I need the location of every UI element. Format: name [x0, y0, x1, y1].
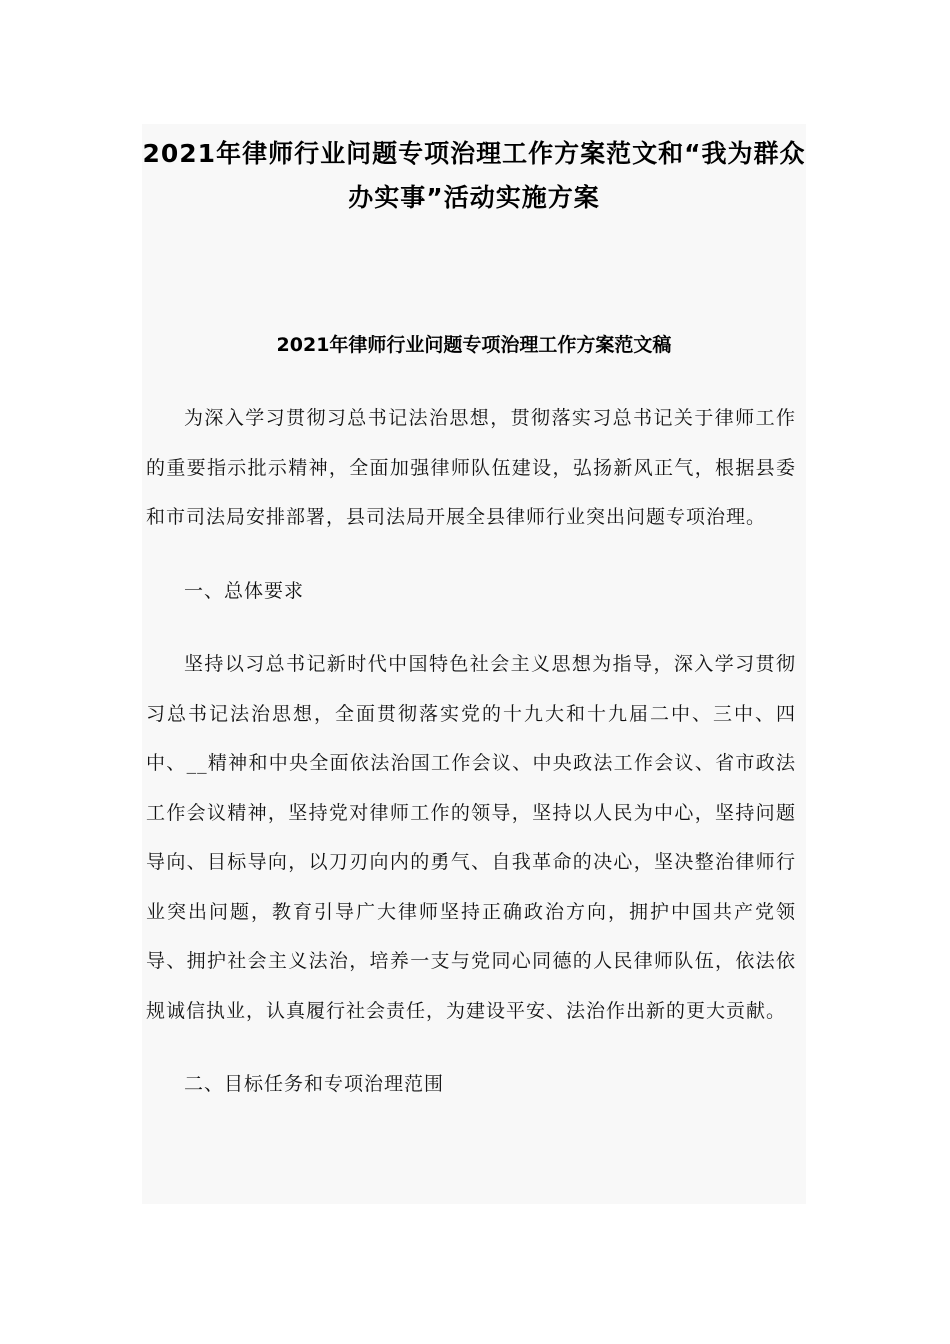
intro-paragraph: 为深入学习贯彻习总书记法治思想，贯彻落实习总书记关于律师工作的重要指示批示精神，全面加强律师队伍建设，弘扬新风正气，根据县委和市司法局安排部署，县司法局开展全县律师行业突出问题专项治理。 [146, 407, 796, 528]
general-requirements-paragraph: 坚持以习总书记新时代中国特色社会主义思想为指导，深入学习贯彻习总书记法治思想，全面贯彻落实党的十九大和十九届二中、三中、四中、__精神和中央全面依法治国工作会议、中央政法工作会议、省市政法工作会议精神，坚持党对律师工作的领导，坚持以人民为中心，坚持问题导向、目标导向，以刀刃向内的勇气、自我革命的决心，坚决整治律师行业突出问题，教育引导广大律师坚持正确政治方向，拥护中国共产党领导、拥护社会主义法治，培养一支与党同心同德的人民律师队伍，依法依规诚信执业，认真履行社会责任，为建设平安、法治作出新的更大贡献。 [146, 653, 796, 1022]
section-heading-goals-and-scope: 二、目标任务和专项治理范围 [184, 1073, 445, 1095]
document-subtitle: 2021年律师行业问题专项治理工作方案范文稿 [276, 334, 672, 356]
document-title: 2021年律师行业问题专项治理工作方案范文和“我为群众办实事”活动实施方案 [142, 139, 806, 212]
section-heading-general-requirements: 一、总体要求 [184, 579, 305, 602]
document-body [146, 394, 796, 1134]
